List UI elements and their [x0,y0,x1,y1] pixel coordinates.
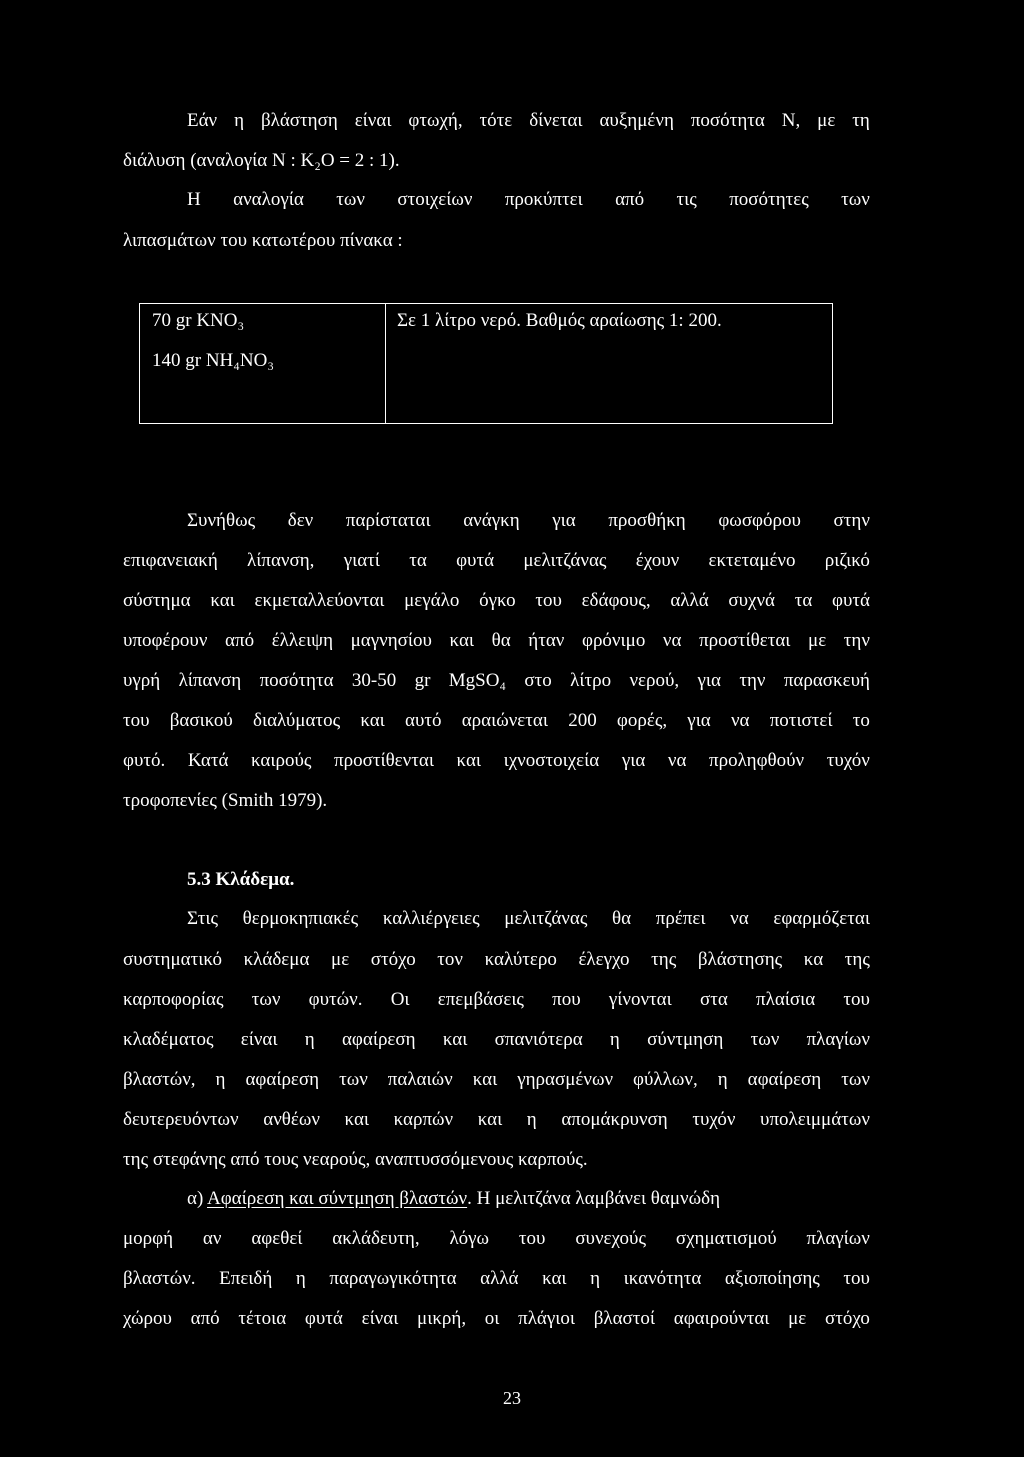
para4-line-4: χώρου από τέτοια φυτά είναι μικρή, οι πλάγιοι βλαστοί αφαιρούνται με στόχο [123,1308,870,1329]
table-divider [385,304,386,423]
para3-line-7: της στεφάνης από τους νεαρούς, αναπτυσσόμενους καρπούς. [123,1149,588,1170]
para3-line-5: βλαστών, η αφαίρεση των παλαιών και γηρασμένων φύλλων, η αφαίρεση των [123,1069,870,1090]
page-number: 23 [503,1388,521,1408]
fertilizer-table [139,303,833,424]
para4-line-3: βλαστών. Επειδή η παραγωγικότητα αλλά και η ικανότητα αξιοποίησης του [123,1268,870,1289]
para2-line-2: επιφανειακή λίπανση, γιατί τα φυτά μελιτζάνας έχουν εκτεταμένο ριζικό [123,550,870,571]
table-cell-dilution: Σε 1 λίτρο νερό. Βαθμός αραίωσης 1: 200. [397,310,722,331]
para2-line-8: τροφοπενίες (Smith 1979). [123,790,328,811]
intro-line-3: Η αναλογία των στοιχείων προκύπτει από τις ποσότητες των [187,189,870,210]
para3-line-4: κλαδέματος είναι η αφαίρεση και σπανιότερα η σύντμηση των πλαγίων [123,1029,870,1050]
para4-label: α) [187,1188,204,1209]
para4-line1-rest: . Η μελιτζάνα λαμβάνει θαμνώδη [467,1188,721,1209]
para2-line-7: φυτό. Κατά καιρούς προστίθενται και ιχνοστοιχεία για να προληφθούν τυχόν [123,750,870,771]
para3-line-1: Στις θερμοκηπιακές καλλιέργειες μελιτζάνας θα πρέπει να εφαρμόζεται [187,908,870,929]
section-heading: 5.3 Κλάδεμα. [187,869,295,890]
para2-line-4: υποφέρουν από έλλειψη μαγνησίου και θα ήταν φρόνιμο να προστίθεται με την [123,630,870,651]
para2-line-3: σύστημα και εκμεταλλεύονται μεγάλο όγκο του εδάφους, αλλά συχνά τα φυτά [123,590,870,611]
table-cell-nh4no3: 140 gr NH₄NO₃ [152,350,274,371]
para4-subheading: Αφαίρεση και σύντμηση βλαστών [207,1188,468,1209]
para4-line-2: μορφή αν αφεθεί ακλάδευτη, λόγω του συνεχούς σχηματισμού πλαγίων [123,1228,870,1249]
para2-line-5: υγρή λίπανση ποσότητα 30-50 gr MgSO₄ στο λίτρο νερού, για την παρασκευή [123,670,870,691]
para4-line-1 [187,1187,720,1211]
para2-line-6: του βασικού διαλύματος και αυτό αραιώνεται 200 φορές, για να ποτιστεί το [123,710,870,731]
para3-line-6: δευτερευόντων ανθέων και καρπών και η απομάκρυνση τυχόν υπολειμμάτων [123,1109,870,1130]
intro-line-4: λιπασμάτων του κατωτέρου πίνακα : [123,230,403,251]
intro-line-2: διάλυση (αναλογία Ν : K₂O = 2 : 1). [123,150,400,171]
para3-line-2: συστηματικό κλάδεμα με στόχο τον καλύτερο έλεγχο της βλάστησης κα της [123,949,870,970]
para2-line-1: Συνήθως δεν παρίσταται ανάγκη για προσθήκη φωσφόρου στην [187,510,870,531]
table-cell-kno3: 70 gr KNO₃ [152,310,245,331]
intro-line-1: Εάν η βλάστηση είναι φτωχή, τότε δίνεται αυξημένη ποσότητα Ν, με τη [187,110,870,131]
para3-line-3: καρποφορίας των φυτών. Οι επεμβάσεις που γίνονται στα πλαίσια του [123,989,870,1010]
